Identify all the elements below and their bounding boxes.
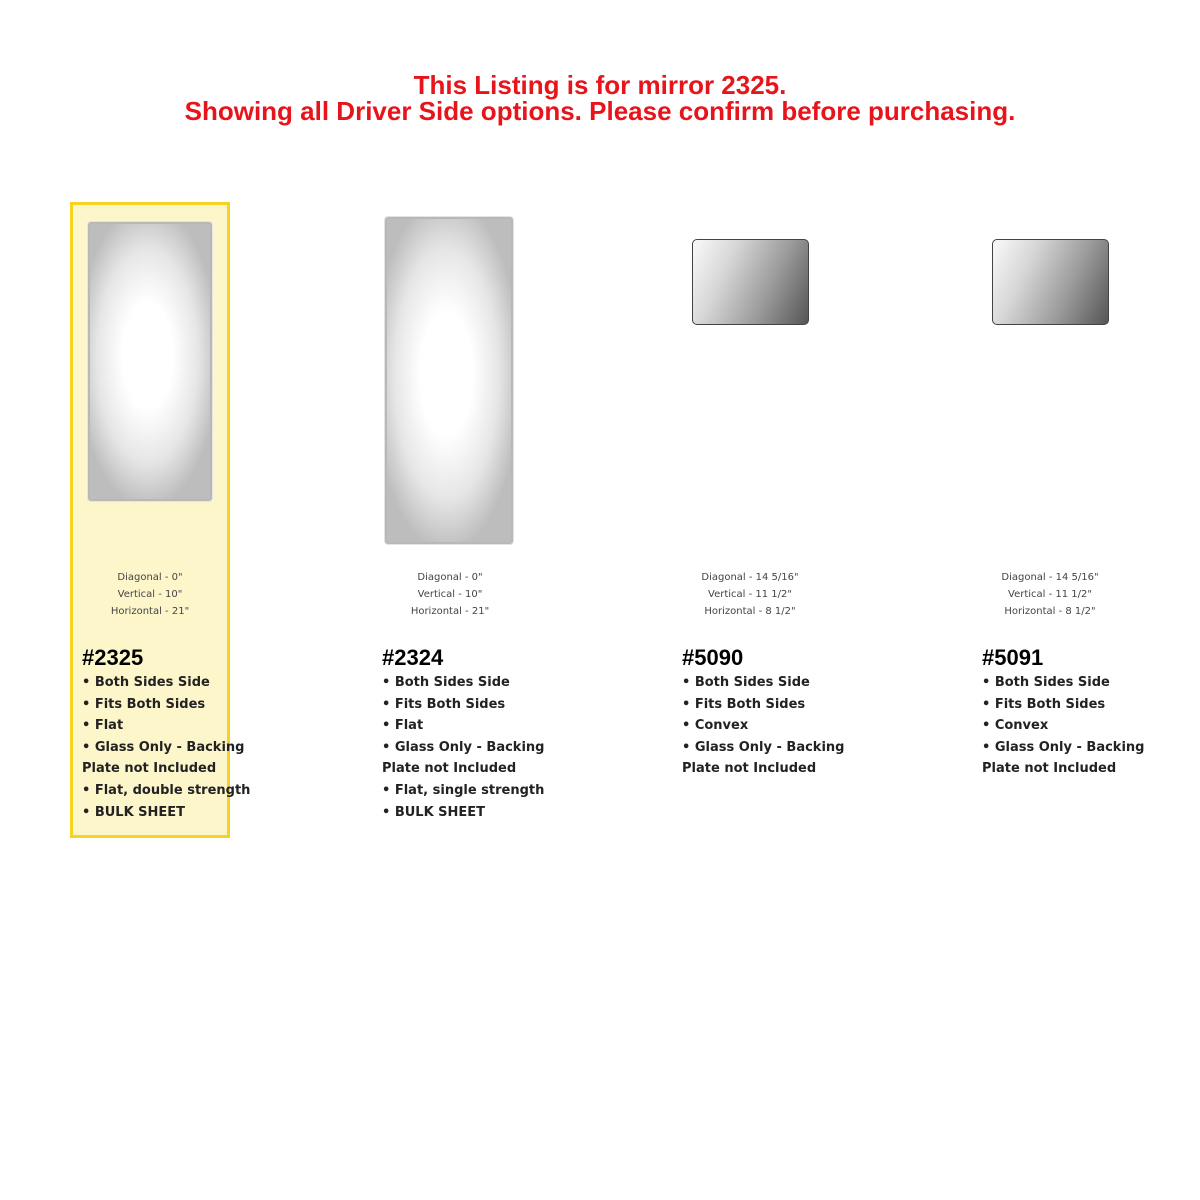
dim-diagonal: Diagonal - 0" (117, 572, 183, 583)
feature-item: • Both Sides Side (982, 675, 1110, 690)
listing-title: This Listing is for mirror 2325. (413, 70, 787, 100)
dim-diagonal: Diagonal - 14 5/16" (1001, 572, 1099, 583)
dim-diagonal: Diagonal - 14 5/16" (701, 572, 799, 583)
dim-horizontal: Horizontal - 8 1/2" (704, 606, 796, 617)
feature-item: Plate not Included (82, 761, 217, 777)
mirror-glass-shape (692, 239, 809, 325)
dim-vertical: Vertical - 10" (117, 589, 183, 600)
feature-list (682, 672, 845, 780)
mirror-image (970, 202, 1130, 552)
feature-item: • Fits Both Sides (982, 696, 1106, 712)
dimensions (970, 569, 1130, 620)
feature-item: • Fits Both Sides (82, 696, 206, 712)
product-card-2324[interactable] (370, 202, 545, 838)
dim-horizontal: Horizontal - 21" (110, 606, 190, 617)
feature-list (982, 672, 1145, 780)
listing-header (0, 72, 1200, 124)
feature-item: • Convex (982, 718, 1049, 734)
product-card-5090[interactable] (670, 202, 845, 838)
dim-vertical: Vertical - 11 1/2" (708, 589, 792, 600)
mirror-glass-shape (88, 222, 212, 501)
feature-item: • Both Sides Side (682, 675, 810, 690)
feature-item: • Convex (682, 718, 749, 734)
mirror-image (73, 205, 233, 555)
feature-item: Plate not Included (682, 761, 817, 777)
product-card-5091[interactable] (970, 202, 1145, 838)
part-number: #5090 (682, 645, 744, 670)
dim-diagonal: Diagonal - 0" (417, 572, 483, 583)
feature-item: • Glass Only - Backing (82, 739, 245, 755)
part-number: #2325 (82, 645, 144, 670)
dimensions (670, 569, 830, 620)
dim-horizontal: Horizontal - 21" (410, 606, 490, 617)
feature-list (382, 672, 545, 823)
listing-subtitle: Showing all Driver Side options. Please confirm before purchasing. (184, 96, 1016, 126)
part-number: #2324 (382, 645, 444, 670)
feature-item: • Flat, double strength (82, 782, 251, 798)
mirror-glass-shape (992, 239, 1109, 325)
feature-item: • Fits Both Sides (382, 696, 506, 712)
feature-item: • Glass Only - Backing (382, 739, 545, 755)
feature-list (82, 672, 251, 823)
feature-item: • Both Sides Side (382, 675, 510, 690)
feature-item: • Fits Both Sides (682, 696, 806, 712)
feature-item: • BULK SHEET (82, 804, 186, 820)
dim-vertical: Vertical - 10" (417, 589, 483, 600)
mirror-glass-shape (385, 217, 513, 544)
feature-item: Plate not Included (382, 761, 517, 777)
feature-item: • BULK SHEET (382, 804, 486, 820)
feature-item: • Glass Only - Backing (982, 739, 1145, 755)
dim-horizontal: Horizontal - 8 1/2" (1004, 606, 1096, 617)
dimensions (70, 569, 230, 620)
feature-item: • Flat (82, 718, 124, 734)
product-card-2325[interactable] (70, 202, 251, 838)
dimensions (370, 569, 530, 620)
mirror-image (370, 202, 530, 552)
feature-item: • Glass Only - Backing (682, 739, 845, 755)
feature-item: • Flat (382, 718, 424, 734)
part-number: #5091 (982, 645, 1044, 670)
dim-vertical: Vertical - 11 1/2" (1008, 589, 1092, 600)
mirror-image (670, 202, 830, 552)
feature-item: • Both Sides Side (82, 675, 210, 690)
feature-item: Plate not Included (982, 761, 1117, 777)
feature-item: • Flat, single strength (382, 782, 545, 798)
